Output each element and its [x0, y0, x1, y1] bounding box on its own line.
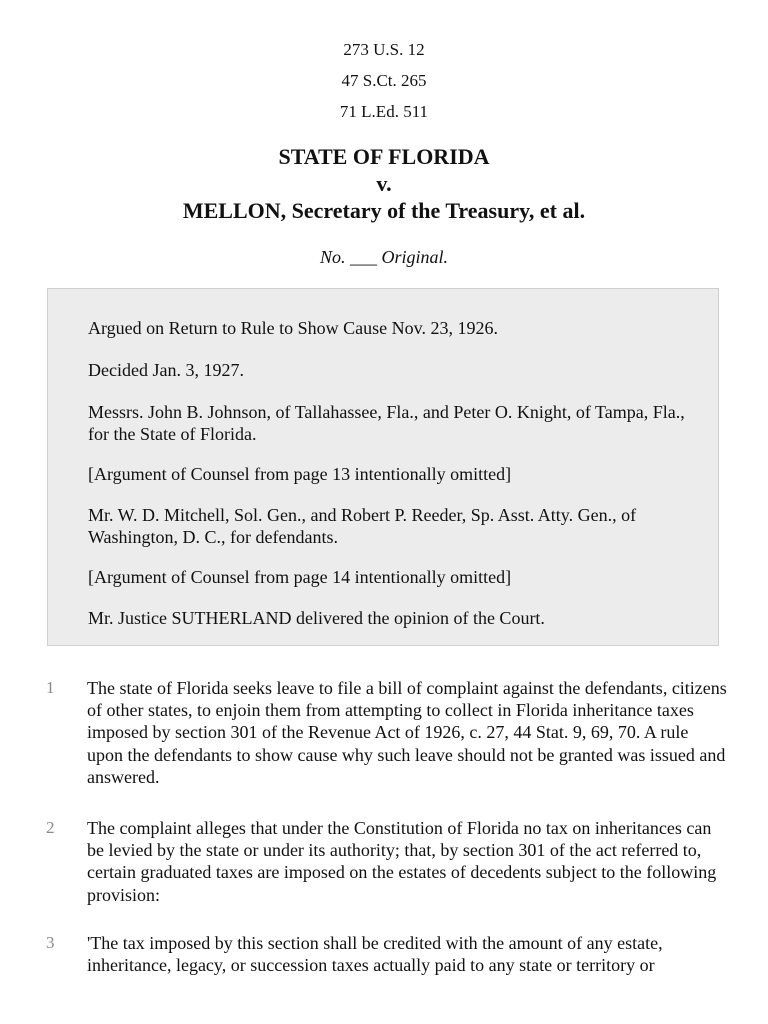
argued-date: Argued on Return to Rule to Show Cause Nov. 23, 1926. [88, 318, 498, 338]
paragraph-number: 3 [46, 933, 55, 952]
paragraph-text: The state of Florida seeks leave to file a bill of complaint against the defendants, citizens of other states, to enjoin them from attempting to collect in Florida inheritance taxes imposed by section 301 of the Revenue Act of 1926, c. 27, 44 Stat. 9, 69, 70. A rule upon the defendants to show cause why such leave should not be granted was issued and answered. [87, 678, 727, 787]
counsel-plaintiff: Messrs. John B. Johnson, of Tallahassee, Fla., and Peter O. Knight, of Tampa, Fla., for the State of Florida. [88, 402, 685, 444]
argument-omitted-page-14: [Argument of Counsel from page 14 intentionally omitted] [88, 567, 512, 587]
paragraph-number: 1 [46, 678, 55, 697]
argument-omitted-page-13: [Argument of Counsel from page 13 intentionally omitted] [88, 464, 512, 484]
case-title-plaintiff: STATE OF FLORIDA [278, 144, 490, 169]
case-title-versus: v. [376, 171, 392, 196]
counsel-defendants: Mr. W. D. Mitchell, Sol. Gen., and Robert P. Reeder, Sp. Asst. Atty. Gen., of Washington, D. C., for defendants. [88, 505, 637, 547]
syllabus-box [47, 288, 719, 646]
docket-number: No. ___ Original. [319, 247, 448, 267]
case-title-defendant: MELLON, Secretary of the Treasury, et al. [182, 198, 586, 223]
paragraph-text: The complaint alleges that under the Constitution of Florida no tax on inheritances can be levied by the state or under its authority; that, by section 301 of the act referred to, certain graduated taxes are imposed on the estates of decedents subject to the following provision: [87, 818, 717, 905]
paragraph-number: 2 [46, 818, 55, 837]
paragraph-text: 'The tax imposed by this section shall be credited with the amount of any estate, inheritance, legacy, or succession taxes actually paid to any state or territory or [87, 933, 663, 976]
decided-date: Decided Jan. 3, 1927. [88, 360, 244, 380]
citation-us: 273 U.S. 12 [343, 40, 425, 59]
citations [0, 34, 768, 127]
case-title [0, 143, 768, 224]
citation-sct: 47 S.Ct. 265 [341, 71, 427, 90]
citation-led: 71 L.Ed. 511 [339, 102, 429, 121]
opinion-author: Mr. Justice SUTHERLAND delivered the opinion of the Court. [88, 608, 545, 628]
